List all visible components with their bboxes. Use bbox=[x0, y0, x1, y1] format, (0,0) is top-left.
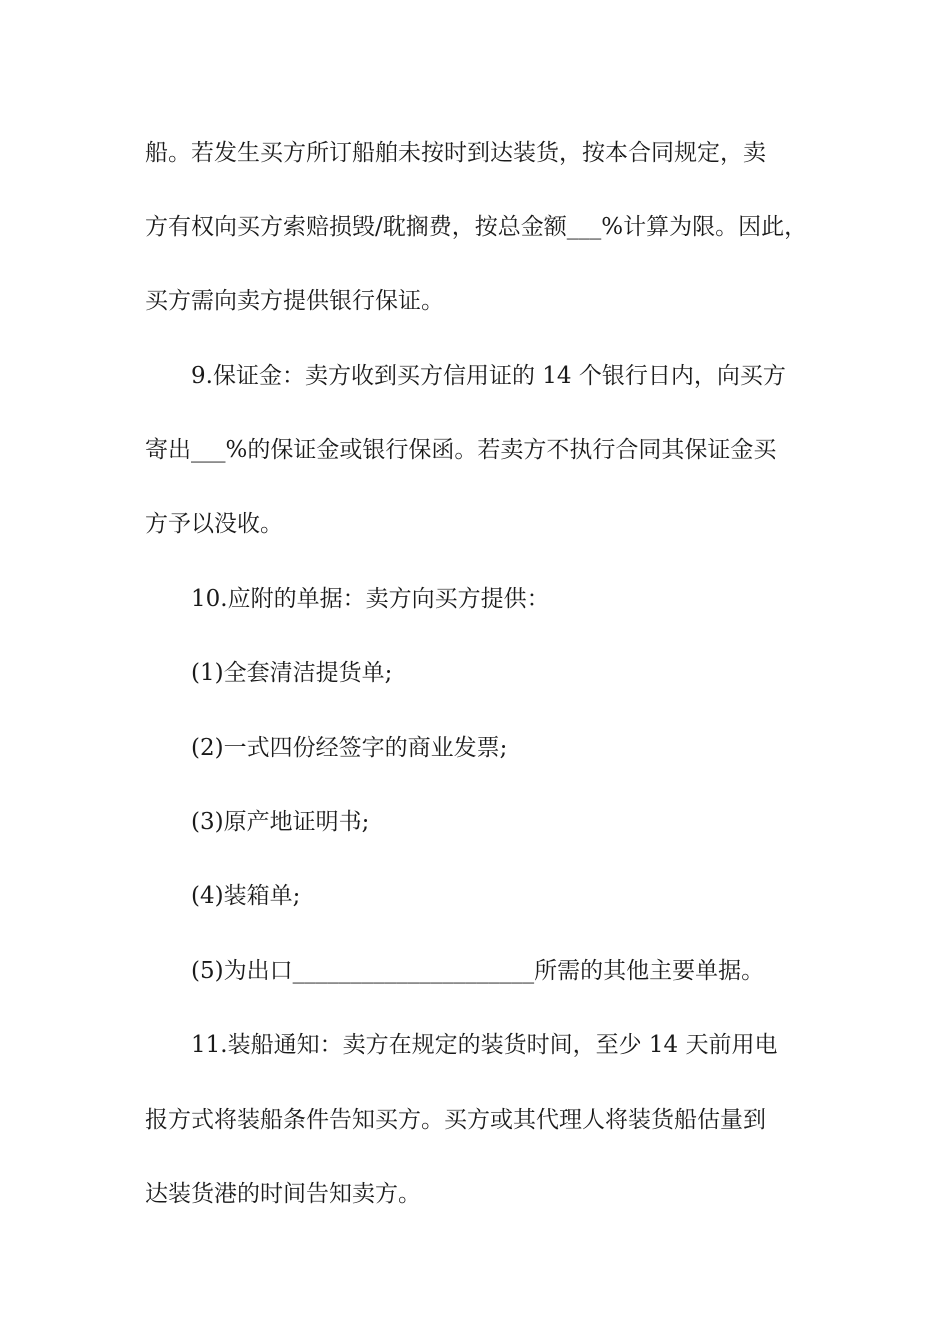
text-line: 船。若发生买方所订船舶未按时到达装货，按本合同规定，卖 bbox=[145, 140, 766, 166]
text-line: 买方需向卖方提供银行保证。 bbox=[145, 288, 444, 314]
document-list-item: (5)为出口_____________________所需的其他主要单据。 bbox=[191, 958, 765, 984]
text-line: 寄出___%的保证金或银行保函。若卖方不执行合同其保证金买 bbox=[145, 437, 777, 463]
text-line: 报方式将装船条件告知买方。买方或其代理人将装货船估量到 bbox=[145, 1107, 766, 1133]
document-list-item: (3)原产地证明书; bbox=[191, 809, 370, 835]
document-list-item: (2)一式四份经签字的商业发票; bbox=[191, 735, 508, 761]
clause-10-heading: 10.应附的单据：卖方向买方提供： bbox=[191, 586, 550, 612]
clause-9-heading: 9.保证金：卖方收到买方信用证的 14 个银行日内，向买方 bbox=[191, 363, 786, 389]
document-list-item: (4)装箱单; bbox=[191, 883, 301, 909]
text-line: 方予以没收。 bbox=[145, 511, 283, 537]
text-line: 达装货港的时间告知卖方。 bbox=[145, 1181, 421, 1207]
clause-11-heading: 11.装船通知：卖方在规定的装货时间，至少 14 天前用电 bbox=[191, 1032, 778, 1058]
text-line: 方有权向买方索赔损毁/耽搁费，按总金额___%计算为限。因此， bbox=[145, 214, 808, 240]
document-list-item: (1)全套清洁提货单; bbox=[191, 660, 393, 686]
